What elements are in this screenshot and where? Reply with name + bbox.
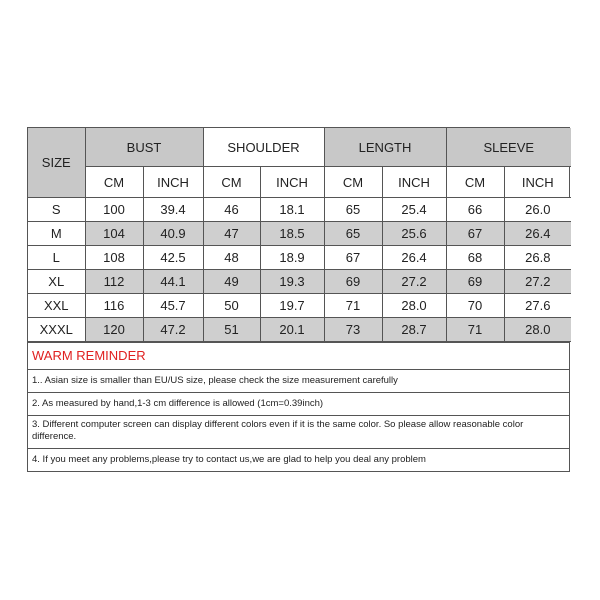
table-cell: 100 — [85, 198, 143, 222]
table-cell: 47 — [203, 222, 260, 246]
sleeve-header: SLEEVE — [446, 128, 571, 167]
size-cell: M — [28, 222, 85, 246]
unit-header: INCH — [143, 167, 203, 198]
shoulder-header: SHOULDER — [203, 128, 324, 167]
table-cell: 18.5 — [260, 222, 324, 246]
table-cell: 70 — [446, 294, 504, 318]
unit-header: CM — [203, 167, 260, 198]
table-cell: 116 — [85, 294, 143, 318]
size-cell: XL — [28, 270, 85, 294]
table-row — [28, 198, 571, 222]
table-cell: 108 — [85, 246, 143, 270]
table-cell: 67 — [446, 222, 504, 246]
size-cell: L — [28, 246, 85, 270]
table-cell: 46 — [203, 198, 260, 222]
table-cell: 47.2 — [143, 318, 203, 342]
table-row — [28, 246, 571, 270]
table-cell: 18.1 — [260, 198, 324, 222]
reminder-note: 1.. Asian size is smaller than EU/US size, please check the size measurement carefully — [28, 370, 569, 393]
table-cell: 49 — [203, 270, 260, 294]
size-chart — [27, 127, 570, 472]
table-cell: 28.0 — [382, 294, 446, 318]
table-cell: 50 — [203, 294, 260, 318]
unit-header: CM — [85, 167, 143, 198]
table-cell: 26.8 — [504, 246, 571, 270]
table-cell: 69 — [446, 270, 504, 294]
reminder-note: 4. If you meet any problems,please try to contact us,we are glad to help you deal any problem — [32, 454, 426, 465]
table-cell: 44.1 — [143, 270, 203, 294]
table-cell: 18.9 — [260, 246, 324, 270]
size-cell: S — [28, 198, 85, 222]
table-cell: 65 — [324, 222, 382, 246]
length-header: LENGTH — [324, 128, 446, 167]
table-cell: 112 — [85, 270, 143, 294]
table-row — [28, 222, 571, 246]
table-cell: 120 — [85, 318, 143, 342]
table-cell: 73 — [324, 318, 382, 342]
table-cell: 25.4 — [382, 198, 446, 222]
table-cell: 27.6 — [504, 294, 571, 318]
table-cell: 42.5 — [143, 246, 203, 270]
table-row — [28, 318, 571, 342]
size-header-label: SIZE — [41, 155, 71, 170]
table-cell: 26.4 — [382, 246, 446, 270]
table-cell: 104 — [85, 222, 143, 246]
table-cell: 71 — [324, 294, 382, 318]
warm-reminder-section — [28, 342, 569, 471]
reminder-note: 2. As measured by hand,1-3 cm difference is allowed (1cm=0.39inch) — [28, 393, 569, 416]
table-cell: 51 — [203, 318, 260, 342]
size-cell: XXXL — [28, 318, 85, 342]
size-table — [28, 128, 571, 342]
unit-header: INCH — [382, 167, 446, 198]
table-cell: 20.1 — [260, 318, 324, 342]
table-cell: 67 — [324, 246, 382, 270]
table-cell: 71 — [446, 318, 504, 342]
reminder-note: 3. Different computer screen can display different colors even if it is the same color. So please allow reasonable color difference. — [28, 416, 569, 449]
size-header — [28, 128, 85, 198]
table-cell: 27.2 — [504, 270, 571, 294]
table-row — [28, 294, 571, 318]
table-row — [28, 270, 571, 294]
table-cell: 19.7 — [260, 294, 324, 318]
table-cell: 26.4 — [504, 222, 571, 246]
table-cell: 66 — [446, 198, 504, 222]
unit-header: CM — [446, 167, 504, 198]
table-cell: 48 — [203, 246, 260, 270]
unit-header: INCH — [504, 167, 571, 198]
table-cell: 69 — [324, 270, 382, 294]
unit-header: CM — [324, 167, 382, 198]
table-cell: 28.7 — [382, 318, 446, 342]
size-cell: XXL — [28, 294, 85, 318]
table-cell: 25.6 — [382, 222, 446, 246]
table-cell: 39.4 — [143, 198, 203, 222]
table-cell: 45.7 — [143, 294, 203, 318]
bust-header: BUST — [85, 128, 203, 167]
unit-header: INCH — [260, 167, 324, 198]
table-cell: 68 — [446, 246, 504, 270]
table-cell: 40.9 — [143, 222, 203, 246]
table-cell: 19.3 — [260, 270, 324, 294]
warm-reminder-title: WARM REMINDER — [28, 342, 569, 370]
table-cell: 26.0 — [504, 198, 571, 222]
table-cell: 65 — [324, 198, 382, 222]
table-cell: 28.0 — [504, 318, 571, 342]
table-cell: 27.2 — [382, 270, 446, 294]
